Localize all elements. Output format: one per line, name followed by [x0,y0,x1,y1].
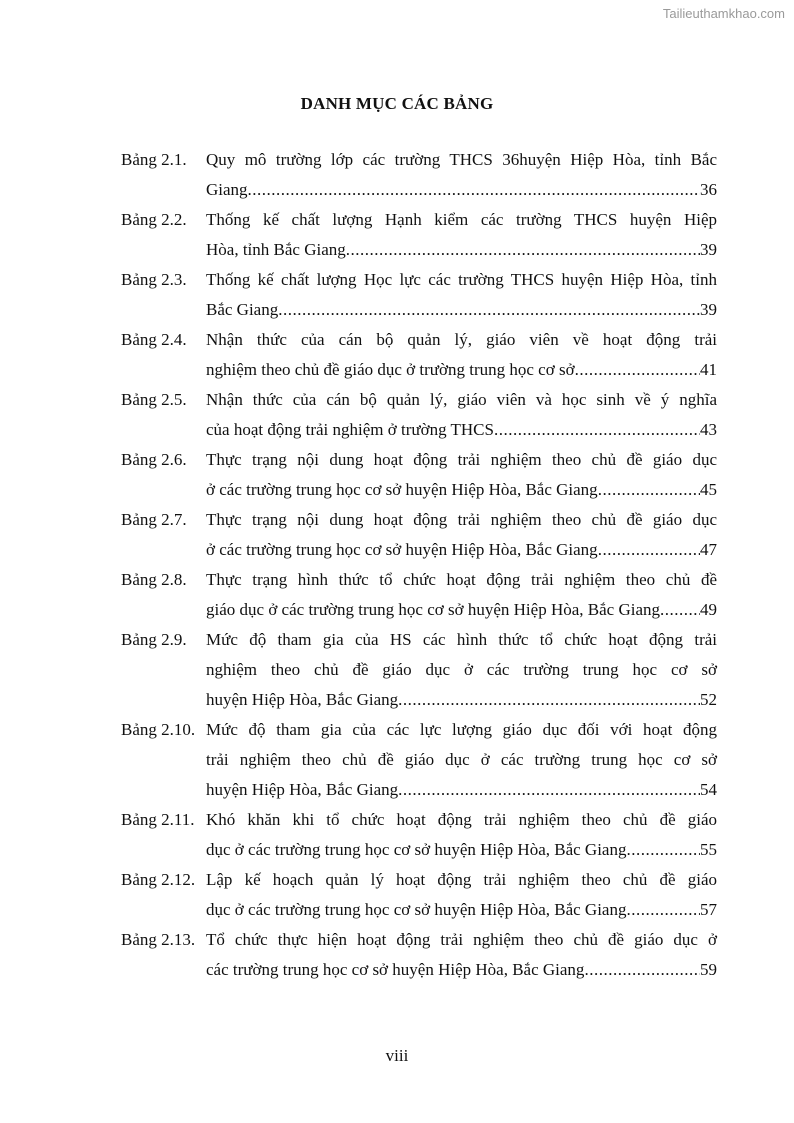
list-item[interactable] [121,145,717,205]
table-label: Bảng 2.10. [121,720,196,739]
list-item[interactable] [121,865,717,925]
entry-body [206,565,717,625]
entry-line: Mức độ tham gia của các lực lượng giáo dục đối với hoạt động [206,720,717,739]
table-label: Bảng 2.7. [121,510,187,529]
entry-text: ở các trường trung học cơ sở huyện Hiệp Hòa, Bắc Giang [206,480,598,499]
entry-body [206,265,717,325]
entry-body [206,715,717,805]
entry-text: huyện Hiệp Hòa, Bắc Giang [206,690,399,709]
entry-line: Nhận thức của cán bộ quản lý, giáo viên về hoạt động trải [206,330,717,349]
page-ref: 52 [700,690,717,709]
entry-line: Mức độ tham gia của HS các hình thức tổ chức hoạt động trải [206,630,717,649]
table-label: Bảng 2.13. [121,930,196,949]
page-ref: 59 [700,960,717,979]
dot-leader [494,415,700,445]
entry-text: nghiệm theo chủ đề giáo dục ở trường trung học cơ sở [206,360,575,379]
page-ref: 36 [700,180,717,199]
entry-body [206,805,717,865]
list-item[interactable] [121,505,717,565]
entry-last-line [206,595,717,625]
entry-line: Thực trạng hình thức tổ chức hoạt động trải nghiệm theo chủ đề [206,570,717,589]
entry-line: Thống kế chất lượng Học lực các trường THCS huyện Hiệp Hòa, tỉnh [206,270,717,289]
dot-leader [626,895,700,925]
entry-body [206,865,717,925]
entry-body [206,325,717,385]
table-label: Bảng 2.4. [121,330,187,349]
dot-leader [598,535,700,565]
watermark-text: Tailieuthamkhao.com [662,6,785,21]
list-item[interactable] [121,715,717,805]
entry-last-line [206,835,717,865]
table-label: Bảng 2.3. [121,270,187,289]
dot-leader [626,835,700,865]
dot-leader [660,595,700,625]
entry-body [206,385,717,445]
entry-last-line [206,895,717,925]
entry-text: Bắc Giang [206,300,279,319]
page-ref: 41 [700,360,717,379]
entry-last-line [206,415,717,445]
entry-line: Lập kế hoạch quản lý hoạt động trải nghiệm theo chủ đề giáo [206,870,717,889]
dot-leader [248,175,700,205]
list-item[interactable] [121,805,717,865]
entry-body [206,925,717,985]
entry-line: nghiệm theo chủ đề giáo dục ở các trường trung học cơ sở [206,660,717,679]
entry-text: dục ở các trường trung học cơ sở huyện Hiệp Hòa, Bắc Giang [206,900,627,919]
entry-text: của hoạt động trải nghiệm ở trường THCS [206,420,494,439]
table-label: Bảng 2.5. [121,390,187,409]
entry-text: dục ở các trường trung học cơ sở huyện Hiệp Hòa, Bắc Giang [206,840,627,859]
page-ref: 45 [700,480,717,499]
entry-text: huyện Hiệp Hòa, Bắc Giang [206,780,399,799]
page-ref: 49 [700,600,717,619]
table-label: Bảng 2.11. [121,810,195,829]
entry-line: Tổ chức thực hiện hoạt động trải nghiệm theo chủ đề giáo dục ở [206,930,717,949]
list-item[interactable] [121,625,717,715]
entry-last-line [206,475,717,505]
entry-last-line [206,955,717,985]
entry-line: Thực trạng nội dung hoạt động trải nghiệm theo chủ đề giáo dục [206,450,717,469]
page-title: DANH MỤC CÁC BẢNG [300,94,494,113]
dot-leader [584,955,700,985]
entry-last-line [206,295,717,325]
entry-last-line [206,235,717,265]
list-item[interactable] [121,385,717,445]
entry-line: Quy mô trường lớp các trường THCS 36huyện Hiệp Hòa, tỉnh Bắc [206,150,717,169]
list-item[interactable] [121,205,717,265]
dot-leader [575,355,700,385]
entry-text: ở các trường trung học cơ sở huyện Hiệp Hòa, Bắc Giang [206,540,598,559]
list-item[interactable] [121,925,717,985]
table-label: Bảng 2.12. [121,870,196,889]
page-ref: 43 [700,420,717,439]
list-item[interactable] [121,325,717,385]
page-number: viii [385,1046,409,1065]
dot-leader [278,295,700,325]
entry-body [206,625,717,715]
dot-leader [398,685,700,715]
entry-text: giáo dục ở các trường trung học cơ sở huyện Hiệp Hòa, Bắc Giang [206,600,660,619]
page-ref: 54 [700,780,717,799]
dot-leader [598,475,700,505]
entry-line: Khó khăn khi tổ chức hoạt động trải nghiệm theo chủ đề giáo [206,810,717,829]
entry-text: Giang [206,180,248,199]
entry-line: Thực trạng nội dung hoạt động trải nghiệm theo chủ đề giáo dục [206,510,717,529]
dot-leader [346,235,700,265]
table-label: Bảng 2.2. [121,210,187,229]
entry-last-line [206,175,717,205]
table-list [121,145,717,985]
page-ref: 47 [700,540,717,559]
entry-line: Nhận thức của cán bộ quản lý, giáo viên và học sinh về ý nghĩa [206,390,717,409]
entry-body [206,505,717,565]
entry-last-line [206,685,717,715]
table-label: Bảng 2.8. [121,570,187,589]
entry-body [206,145,717,205]
entry-text: Hòa, tỉnh Bắc Giang [206,240,346,259]
list-item[interactable] [121,565,717,625]
page-ref: 55 [700,840,717,859]
list-item[interactable] [121,265,717,325]
page-ref: 39 [700,300,717,319]
list-item[interactable] [121,445,717,505]
page-ref: 57 [700,900,717,919]
entry-last-line [206,775,717,805]
table-label: Bảng 2.1. [121,150,187,169]
dot-leader [398,775,700,805]
table-label: Bảng 2.9. [121,630,187,649]
entry-body [206,205,717,265]
table-label: Bảng 2.6. [121,450,187,469]
page-ref: 39 [700,240,717,259]
entry-last-line [206,535,717,565]
entry-line: Thống kế chất lượng Hạnh kiểm các trường THCS huyện Hiệp [206,210,717,229]
entry-body [206,445,717,505]
entry-text: các trường trung học cơ sở huyện Hiệp Hòa, Bắc Giang [206,960,585,979]
entry-line: trải nghiệm theo chủ đề giáo dục ở các trường trung học cơ sở [206,750,717,769]
entry-last-line [206,355,717,385]
